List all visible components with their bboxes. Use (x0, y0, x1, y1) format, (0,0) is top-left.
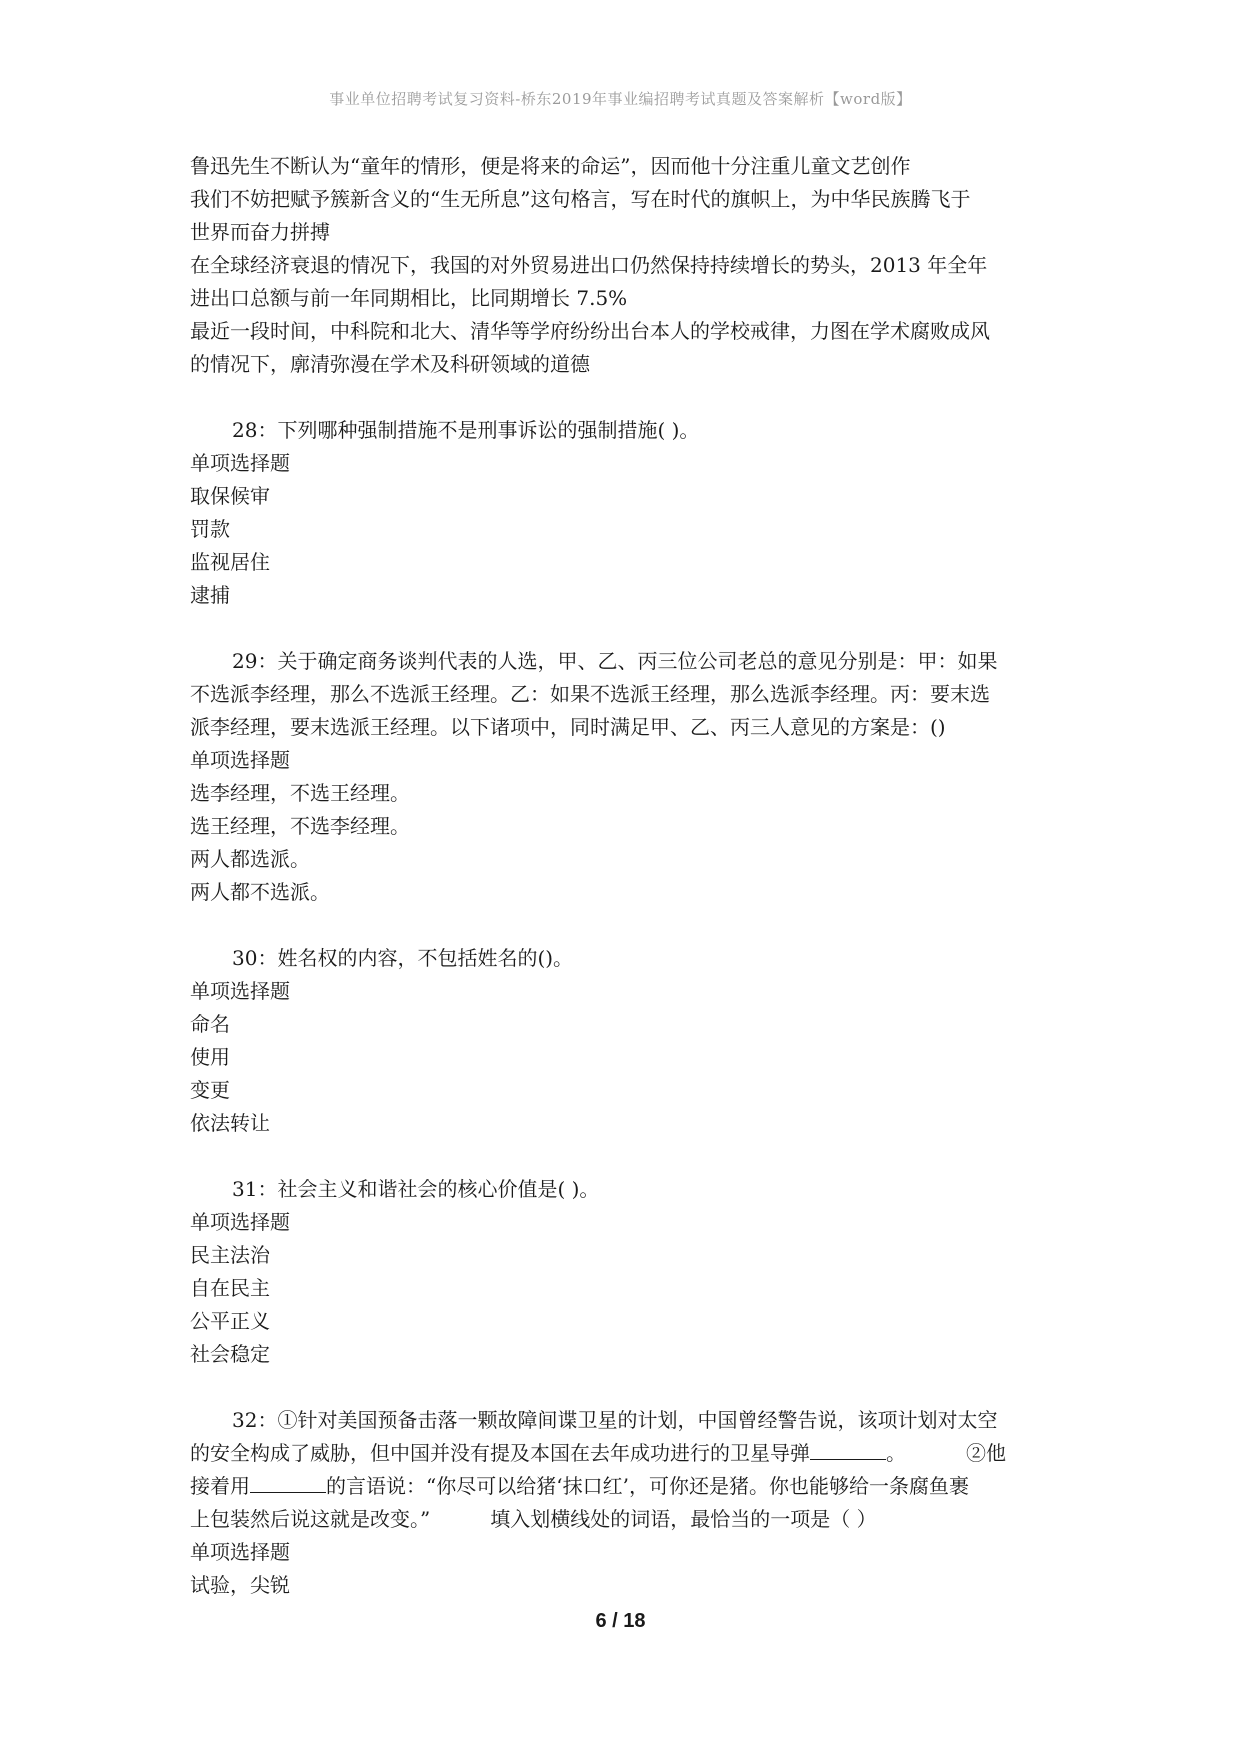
intro-line: 世界而奋力拼搏 (190, 220, 330, 244)
intro-options (190, 150, 1060, 381)
option-item: 使用 (190, 1045, 230, 1069)
option-item: 取保候审 (190, 484, 270, 508)
intro-line: 进出口总额与前一年同期相比，比同期增长 7.5% (190, 286, 628, 310)
intro-line: 我们不妨把赋予簇新含义的“生无所息”这句格言，写在时代的旗帜上，为中华民族腾飞于 (190, 187, 971, 211)
option-item: 监视居住 (190, 550, 270, 574)
option-item: 试验，尖锐 (190, 1573, 290, 1597)
option-item: 选王经理，不选李经理。 (190, 814, 410, 838)
option-item: 命名 (190, 1012, 230, 1036)
intro-line: 最近一段时间，中科院和北大、清华等学府纷纷出台本人的学校戒律，力图在学术腐败成风 (190, 319, 990, 343)
question-fragment: 的安全构成了威胁，但中国并没有提及本国在去年成功进行的卫星导弹 (190, 1441, 810, 1465)
option-item: 依法转让 (190, 1111, 270, 1135)
option-item: 选李经理，不选王经理。 (190, 781, 410, 805)
question-type: 单项选择题 (190, 979, 290, 1003)
question-text: 29：关于确定商务谈判代表的人选，甲、乙、丙三位公司老总的意见分别是：甲：如果 (232, 649, 998, 673)
question-text: 不选派李经理，那么不选派王经理。乙：如果不选派王经理，那么选派李经理。丙：要末选 (190, 682, 990, 706)
question-28 (190, 414, 1060, 612)
option-item: 逮捕 (190, 583, 230, 607)
question-32 (190, 1404, 1060, 1602)
question-text: 28：下列哪种强制措施不是刑事诉讼的强制措施( )。 (232, 418, 700, 442)
question-text (190, 1470, 1060, 1503)
question-text: 31：社会主义和谐社会的核心价值是( )。 (232, 1177, 600, 1201)
fill-blank (250, 1474, 326, 1493)
intro-line: 在全球经济衰退的情况下，我国的对外贸易进出口仍然保持持续增长的势头，2013 年全年 (190, 253, 988, 277)
question-type: 单项选择题 (190, 748, 290, 772)
question-text: 30：姓名权的内容，不包括姓名的()。 (232, 946, 574, 970)
option-item: 两人都不选派。 (190, 880, 330, 904)
fill-blank (810, 1441, 886, 1460)
question-fragment: ②他 (966, 1441, 1006, 1465)
question-30 (190, 942, 1060, 1140)
question-fragment: 上包装然后说这就是改变。” (190, 1507, 431, 1531)
intro-line: 鲁迅先生不断认为“童年的情形，便是将来的命运”，因而他十分注重儿童文艺创作 (190, 154, 911, 178)
option-item: 民主法治 (190, 1243, 270, 1267)
question-type: 单项选择题 (190, 451, 290, 475)
option-item: 社会稳定 (190, 1342, 270, 1366)
page-number: 6 / 18 (595, 1610, 646, 1632)
option-item: 变更 (190, 1078, 230, 1102)
question-text: 32：①针对美国预备击落一颗故障间谍卫星的计划，中国曾经警告说，该项计划对太空 (232, 1408, 998, 1432)
question-29 (190, 645, 1060, 909)
option-item: 罚款 (190, 517, 230, 541)
question-fragment: 的言语说：“你尽可以给猪‘抹口红’，可你还是猪。你也能够给一条腐鱼裹 (326, 1474, 969, 1498)
question-31 (190, 1173, 1060, 1371)
question-type: 单项选择题 (190, 1540, 290, 1564)
question-type: 单项选择题 (190, 1210, 290, 1234)
question-fragment: 接着用 (190, 1474, 250, 1498)
document-body (190, 150, 1060, 1602)
question-text: 派李经理，要末选派王经理。以下诸项中，同时满足甲、乙、丙三人意见的方案是：() (190, 715, 946, 739)
option-item: 两人都选派。 (190, 847, 310, 871)
option-item: 公平正义 (190, 1309, 270, 1333)
question-text (190, 1437, 1060, 1470)
document-header: 事业单位招聘考试复习资料-桥东2019年事业编招聘考试真题及答案解析【word版】 (329, 90, 912, 108)
option-item: 自在民主 (190, 1276, 270, 1300)
question-text (190, 1503, 1060, 1536)
question-fragment: 。 (886, 1441, 906, 1465)
question-fragment: 填入划横线处的词语，最恰当的一项是（ ） (490, 1507, 877, 1531)
intro-line: 的情况下，廓清弥漫在学术及科研领域的道德 (190, 352, 590, 376)
